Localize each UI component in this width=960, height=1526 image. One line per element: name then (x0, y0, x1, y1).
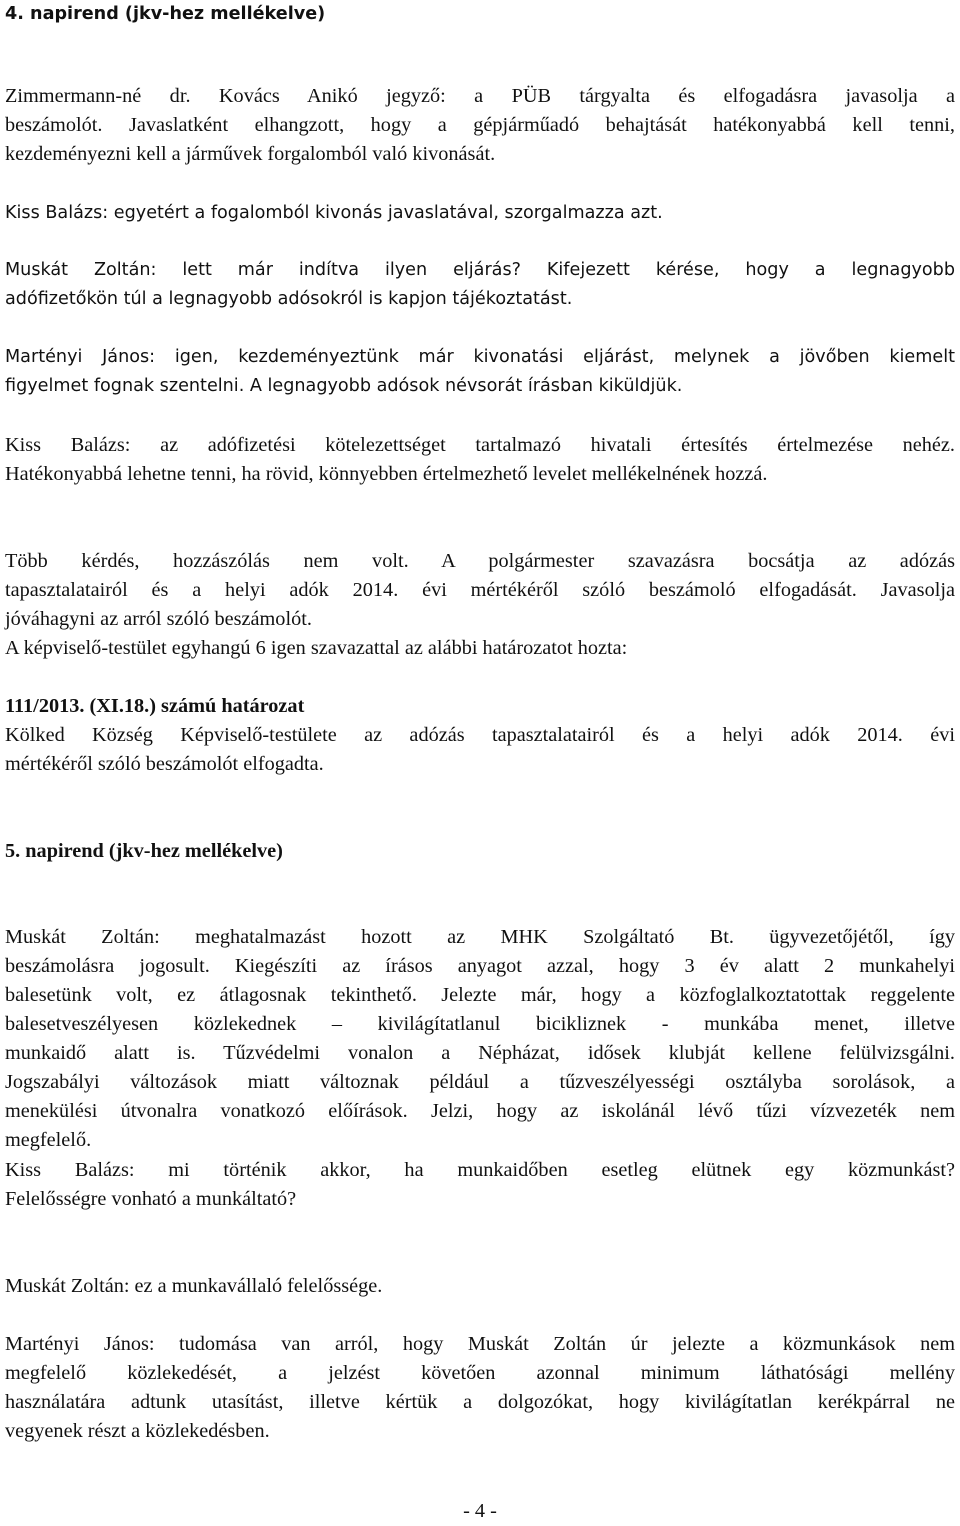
text-line: megfelelő. (5, 1129, 92, 1151)
text-line: munkaidő alatt is. Tűzvédelmi vonalon a Népházat, idősek klubját kellene felülvizsgálni. (5, 1042, 955, 1064)
paragraph-vote-result: A képviselő-testület egyhangú 6 igen szavazattal az alábbi határozatot hozta: (5, 637, 628, 659)
text-line: vegyenek részt a közlekedésben. (5, 1420, 270, 1442)
text-line: tapasztalatairól és a helyi adók 2014. évi mértékéről szóló beszámoló elfogadását. Javasolja (5, 579, 955, 601)
text-line: Muskát Zoltán: meghatalmazást hozott az MHK Szolgáltató Bt. ügyvezetőjétől, így (5, 926, 955, 948)
text-line: adófizetőkön túl a legnagyobb adósokról is kapjon tájékoztatást. (5, 289, 573, 309)
text-line: beszámolásra jogosult. Kiegészíti az írásos anyagot azzal, hogy 3 év alatt 2 munkahelyi (5, 955, 955, 977)
text-line: Jogszabályi változások miatt változnak például a tűzveszélyességi osztályba sorolások, a (5, 1071, 955, 1093)
text-line: Több kérdés, hozzászólás nem volt. A polgármester szavazásra bocsátja az adózás (5, 550, 955, 572)
section-4-heading: 4. napirend (jkv-hez mellékelve) (5, 4, 326, 24)
text-line: mértékéről szóló beszámolót elfogadta. (5, 753, 324, 775)
text-line: Muskát Zoltán: lett már indítva ilyen eljárás? Kifejezett kérése, hogy a legnagyobb (5, 260, 955, 280)
text-line: balesetünk volt, ez átlagosnak tekinthető. Jelezte már, hogy a közfoglalkoztatottak reggelente (5, 984, 955, 1006)
text-line: Hatékonyabbá lehetne tenni, ha rövid, könnyebben értelmezhető levelet mellékelnének hozzá. (5, 463, 768, 485)
paragraph-kiss-2 (5, 431, 955, 489)
paragraph-muskat-2 (5, 923, 955, 1155)
paragraph-kiss-1: Kiss Balázs: egyetért a fogalomból kivonás javaslatával, szorgalmazza azt. (5, 203, 663, 223)
text-line: használatára adtunk utasítást, illetve kértük a dolgozókat, hogy kivilágítatlan kerékpárral ne (5, 1391, 955, 1413)
text-line: megfelelő közlekedését, a jelzést követően azonnal minimum láthatósági mellény (5, 1362, 955, 1384)
paragraph-muskat-3: Muskát Zoltán: ez a munkavállaló felelőssége. (5, 1275, 383, 1297)
section-5-heading: 5. napirend (jkv-hez mellékelve) (5, 840, 283, 862)
paragraph-jegyzo (5, 82, 955, 169)
text-line: Zimmermann-né dr. Kovács Anikó jegyző: a PÜB tárgyalta és elfogadásra javasolja a (5, 85, 955, 107)
resolution-title: 111/2013. (XI.18.) számú határozat (5, 695, 305, 717)
text-line: Martényi János: igen, kezdeményeztünk már kivonatási eljárást, melynek a jövőben kiemelt (5, 347, 955, 367)
text-line: balesetveszélyesen közlekednek – kivilágítatlanul bicikliznek - munkába menet, illetve (5, 1013, 955, 1035)
text-line: jóváhagyni az arról szóló beszámolót. (5, 608, 312, 630)
text-line: Felelősségre vonható a munkáltató? (5, 1188, 297, 1210)
paragraph-muskat-1 (5, 256, 955, 314)
paragraph-kiss-3 (5, 1156, 955, 1214)
resolution-text (5, 721, 955, 779)
paragraph-martenyi-2 (5, 1330, 955, 1446)
text-line: Kiss Balázs: az adófizetési kötelezettséget tartalmazó hivatali értesítés értelmezése nehéz. (5, 434, 955, 456)
paragraph-vote-intro (5, 547, 955, 634)
text-line: Kölked Község Képviselő-testülete az adózás tapasztalatairól és a helyi adók 2014. évi (5, 724, 955, 746)
page-number: - 4 - (463, 1500, 497, 1522)
text-line: figyelmet fognak szentelni. A legnagyobb adósok névsorát írásban kiküldjük. (5, 376, 683, 396)
paragraph-martenyi-1 (5, 343, 955, 401)
text-line: Martényi János: tudomása van arról, hogy Muskát Zoltán úr jelezte a közmunkások nem (5, 1333, 955, 1355)
text-line: menekülési útvonalra vonatkozó előírások. Jelzi, hogy az iskolánál lévő tűzi vízvezeték nem (5, 1100, 955, 1122)
text-line: kezdeményezni kell a járművek forgalomból való kivonását. (5, 143, 496, 165)
text-line: beszámolót. Javaslatként elhangzott, hogy a gépjárműadó behajtását hatékonyabbá kell tenni, (5, 114, 955, 136)
text-line: Kiss Balázs: mi történik akkor, ha munkaidőben esetleg elütnek egy közmunkást? (5, 1159, 955, 1181)
